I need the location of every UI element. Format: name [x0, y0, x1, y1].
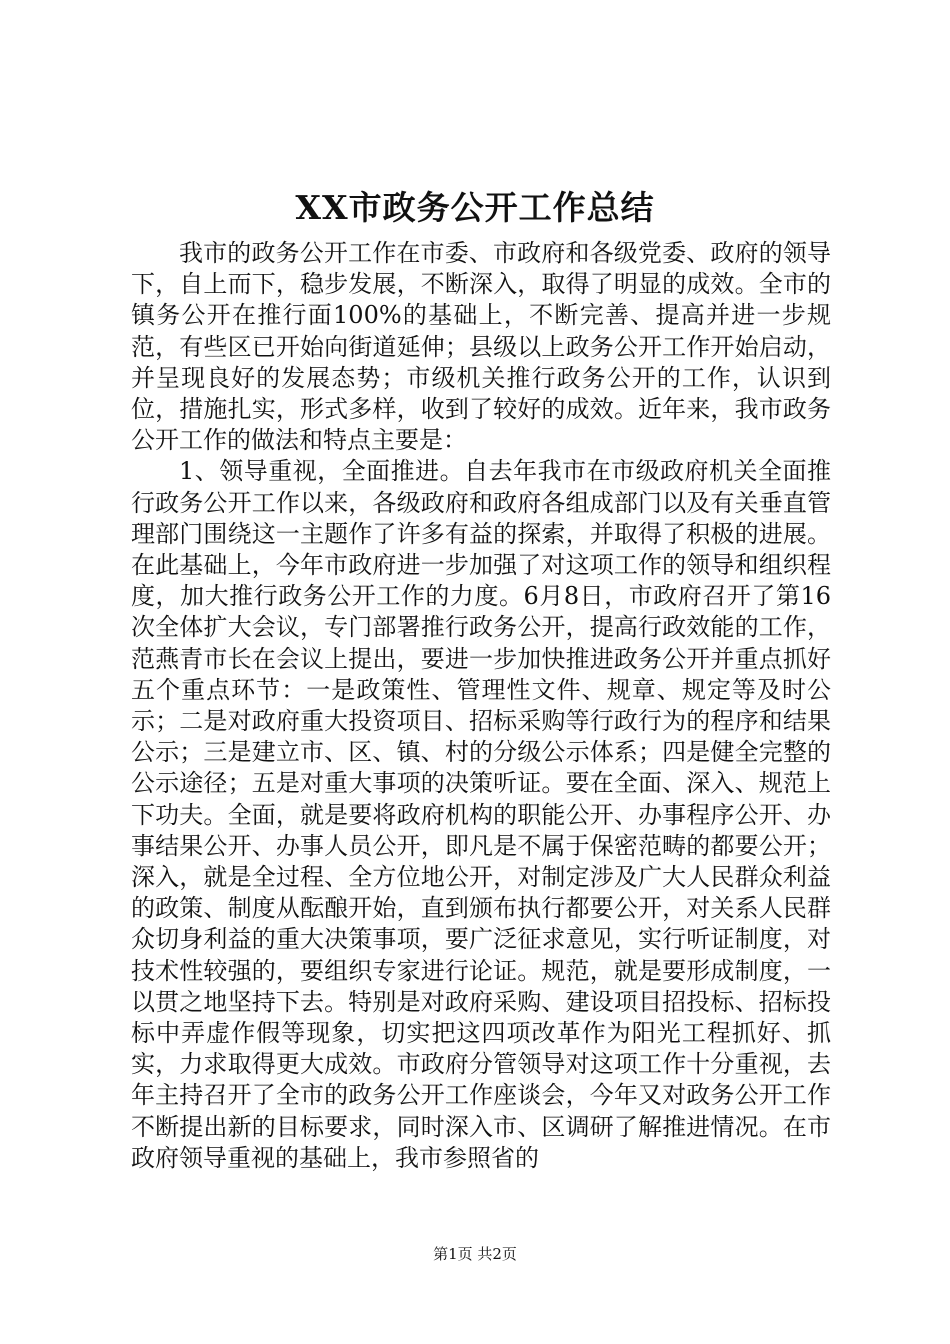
paragraph-section-1: 1、领导重视，全面推进。自去年我市在市级政府机关全面推行政务公开工作以来，各级政府和政府各组成部门以及有关垂直管理部门围绕这一主题作了许多有益的探索，并取得了积极的进展。在此基础上，今年市政府进一步加强了对这项工作的领导和组织程度，加大推行政务公开工作的力度。6月8日，市政府召开了第16次全体扩大会议，专门部署推行政务公开，提高行政效能的工作，范燕青市长在会议上提出，要进一步加快推进政务公开并重点抓好五个重点环节：一是政策性、管理性文件、规章、规定等及时公示；二是对政府重大投资项目、招标采购等行政行为的程序和结果公示；三是建立市、区、镇、村的分级公示体系；四是健全完整的公示途径；五是对重大事项的决策听证。要在全面、深入、规范上下功夫。全面，就是要将政府机构的职能公开、办事程序公开、办事结果公开、办事人员公开，即凡是不属于保密范畴的都要公开；深入，就是全过程、全方位地公开，对制定涉及广大人民群众利益的政策、制度从酝酿开始，直到颁布执行都要公开，对关系人民群众切身利益的重大决策事项，要广泛征求意见，实行听证制度，对技术性较强的，要组织专家进行论证。规范，就是要形成制度，一以贯之地坚持下去。特别是对政府采购、建设项目招投标、招标投标中弄虚作假等现象，切实把这四项改革作为阳光工程抓好、抓实，力求取得更大成效。市政府分管领导对这项工作十分重视，去年主持召开了全市的政务公开工作座谈会，今年又对政务公开工作不断提出新的目标要求，同时深入市、区调研了解推进情况。在市政府领导重视的基础上，我市参照省的: [131, 457, 831, 1172]
page-title: XX市政务公开工作总结: [295, 188, 655, 227]
paragraph-intro: 我市的政务公开工作在市委、市政府和各级党委、政府的领导下，自上而下，稳步发展，不断深入，取得了明显的成效。全市的镇务公开在推行面100%的基础上，不断完善、提高并进一步规范，有些区已开始向街道延伸；县级以上政务公开工作开始启动，并呈现良好的发展态势；市级机关推行政务公开的工作，认识到位，措施扎实，形式多样，收到了较好的成效。近年来，我市政务公开工作的做法和特点主要是：: [131, 239, 831, 455]
page-footer: 第1页 共2页: [433, 1245, 517, 1263]
document-body: [131, 238, 831, 1174]
